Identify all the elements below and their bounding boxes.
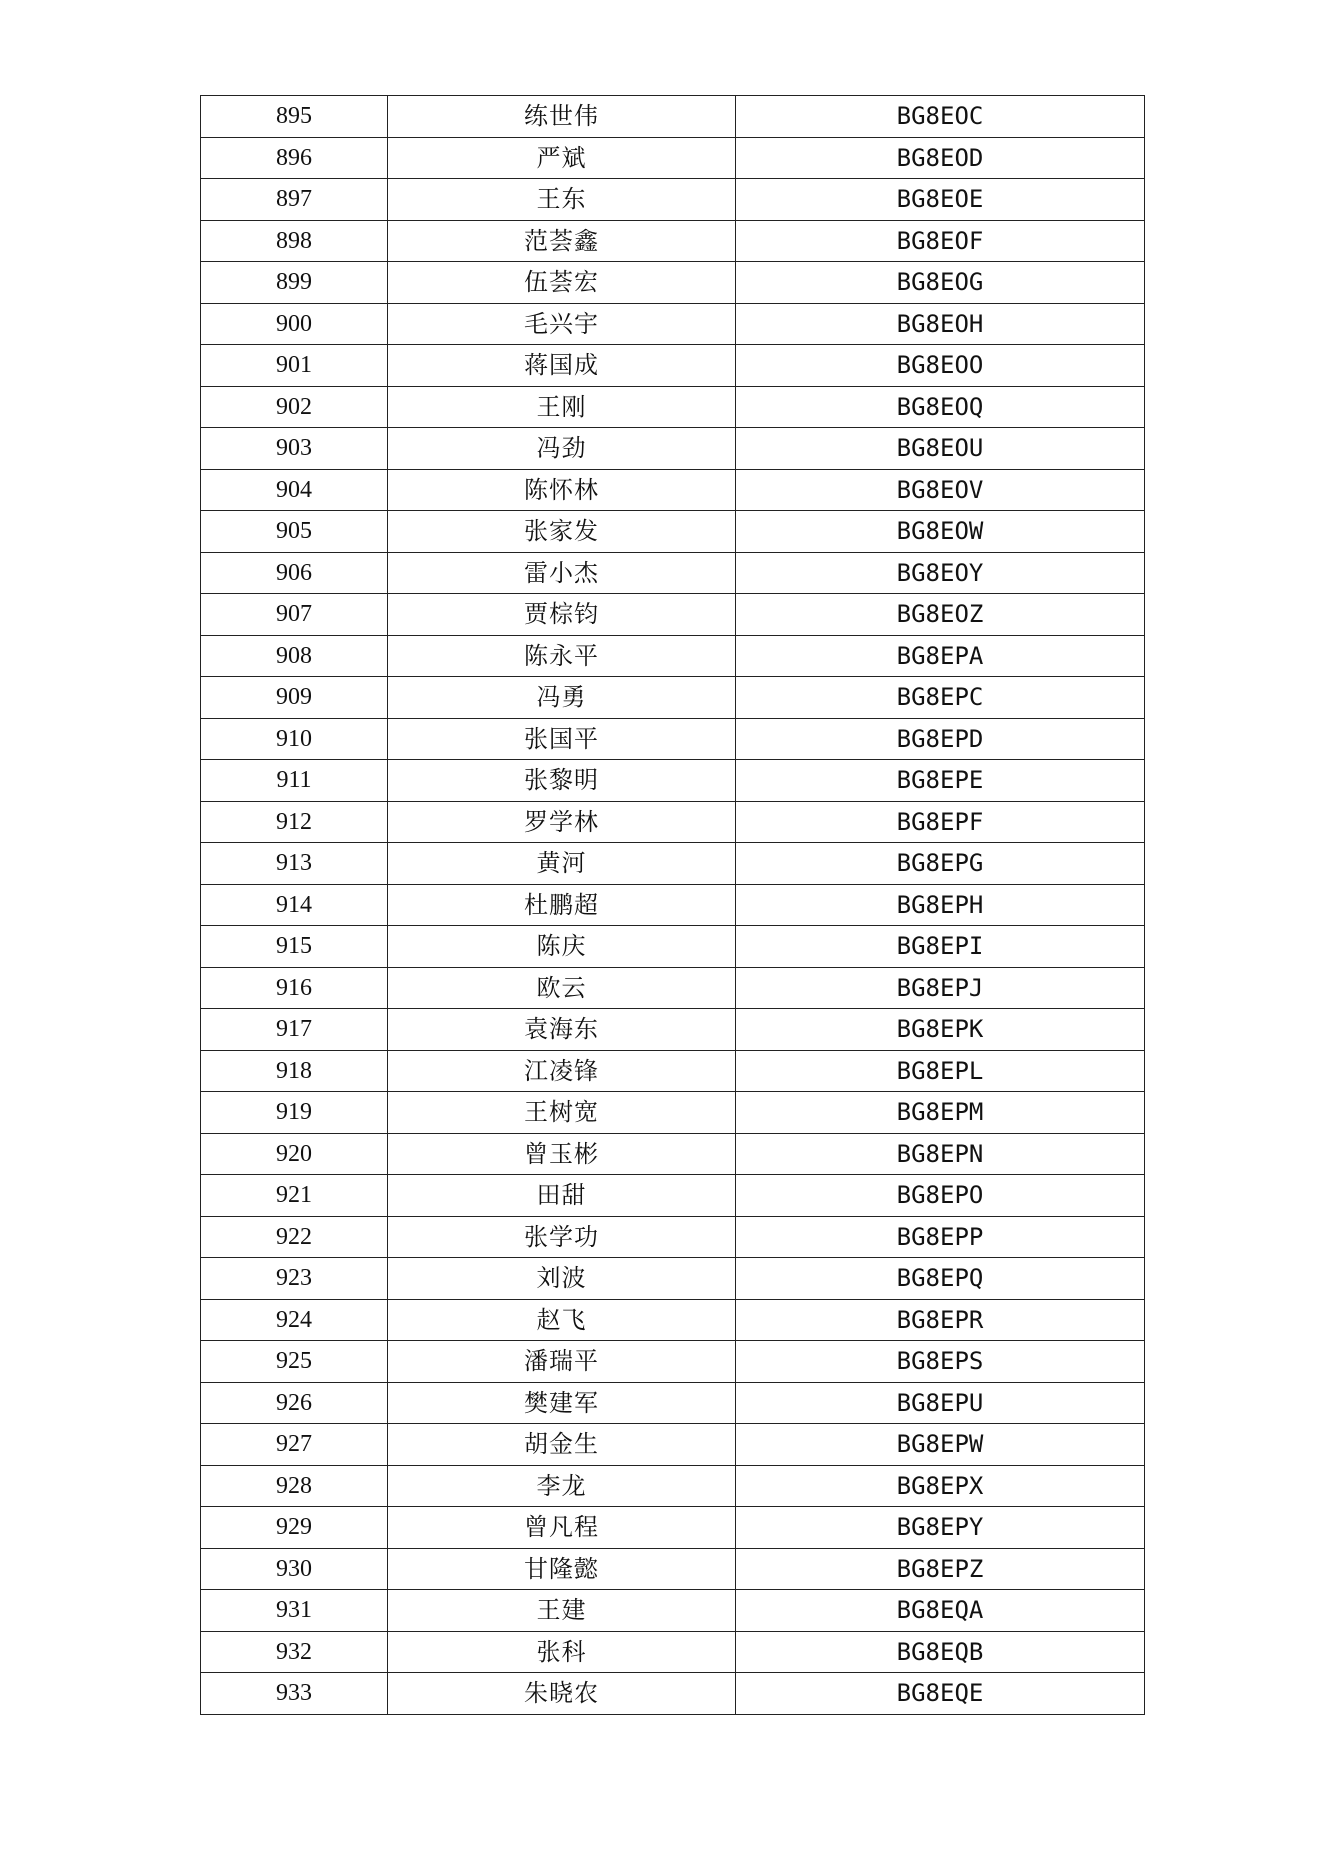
callsign: BG8EPZ [736, 1548, 1145, 1590]
table-row [201, 179, 1145, 221]
row-number: 905 [201, 511, 388, 553]
table-row [201, 884, 1145, 926]
row-number: 895 [201, 96, 388, 138]
row-number: 898 [201, 220, 388, 262]
callsign: BG8EPG [736, 843, 1145, 885]
member-name: 黄河 [388, 843, 736, 885]
row-number: 901 [201, 345, 388, 387]
callsign-table [200, 95, 1145, 1715]
callsign: BG8EPJ [736, 967, 1145, 1009]
member-name: 欧云 [388, 967, 736, 1009]
callsign: BG8EOU [736, 428, 1145, 470]
table-row [201, 1133, 1145, 1175]
row-number: 931 [201, 1590, 388, 1632]
callsign: BG8EPC [736, 677, 1145, 719]
row-number: 922 [201, 1216, 388, 1258]
table-row [201, 843, 1145, 885]
member-name: 练世伟 [388, 96, 736, 138]
table-row [201, 967, 1145, 1009]
member-name: 冯劲 [388, 428, 736, 470]
callsign: BG8EPE [736, 760, 1145, 802]
member-name: 江凌锋 [388, 1050, 736, 1092]
callsign: BG8EPQ [736, 1258, 1145, 1300]
callsign: BG8EOZ [736, 594, 1145, 636]
row-number: 932 [201, 1631, 388, 1673]
callsign: BG8EOD [736, 137, 1145, 179]
table-row [201, 1465, 1145, 1507]
member-name: 陈怀林 [388, 469, 736, 511]
row-number: 897 [201, 179, 388, 221]
row-number: 899 [201, 262, 388, 304]
member-name: 曾玉彬 [388, 1133, 736, 1175]
table-row [201, 428, 1145, 470]
callsign: BG8EPS [736, 1341, 1145, 1383]
table-row [201, 594, 1145, 636]
member-name: 赵飞 [388, 1299, 736, 1341]
member-name: 王建 [388, 1590, 736, 1632]
member-name: 冯勇 [388, 677, 736, 719]
callsign: BG8EOG [736, 262, 1145, 304]
member-name: 张国平 [388, 718, 736, 760]
row-number: 906 [201, 552, 388, 594]
member-name: 张黎明 [388, 760, 736, 802]
table-row [201, 1424, 1145, 1466]
callsign: BG8EPF [736, 801, 1145, 843]
table-row [201, 926, 1145, 968]
table-row [201, 220, 1145, 262]
table-row [201, 718, 1145, 760]
callsign: BG8EPO [736, 1175, 1145, 1217]
table-row [201, 552, 1145, 594]
member-name: 张学功 [388, 1216, 736, 1258]
callsign: BG8EPK [736, 1009, 1145, 1051]
member-name: 曾凡程 [388, 1507, 736, 1549]
table-row [201, 137, 1145, 179]
table-row [201, 1092, 1145, 1134]
row-number: 908 [201, 635, 388, 677]
member-name: 王刚 [388, 386, 736, 428]
callsign: BG8EPU [736, 1382, 1145, 1424]
member-name: 刘波 [388, 1258, 736, 1300]
member-name: 范荟鑫 [388, 220, 736, 262]
table-row [201, 1507, 1145, 1549]
table-row [201, 635, 1145, 677]
row-number: 907 [201, 594, 388, 636]
table-row [201, 1382, 1145, 1424]
member-name: 张科 [388, 1631, 736, 1673]
table-row [201, 1590, 1145, 1632]
callsign: BG8EPX [736, 1465, 1145, 1507]
callsign: BG8EOO [736, 345, 1145, 387]
callsign: BG8EPH [736, 884, 1145, 926]
table-row [201, 511, 1145, 553]
member-name: 王树宽 [388, 1092, 736, 1134]
callsign: BG8EPD [736, 718, 1145, 760]
table-row [201, 760, 1145, 802]
row-number: 913 [201, 843, 388, 885]
callsign: BG8EPL [736, 1050, 1145, 1092]
member-name: 袁海东 [388, 1009, 736, 1051]
row-number: 928 [201, 1465, 388, 1507]
member-name: 甘隆懿 [388, 1548, 736, 1590]
row-number: 916 [201, 967, 388, 1009]
member-name: 严斌 [388, 137, 736, 179]
row-number: 923 [201, 1258, 388, 1300]
table-row [201, 1216, 1145, 1258]
row-number: 900 [201, 303, 388, 345]
row-number: 921 [201, 1175, 388, 1217]
member-name: 罗学林 [388, 801, 736, 843]
callsign: BG8EOH [736, 303, 1145, 345]
table-row [201, 1548, 1145, 1590]
table-row [201, 1050, 1145, 1092]
member-name: 贾棕钧 [388, 594, 736, 636]
table-row [201, 386, 1145, 428]
row-number: 911 [201, 760, 388, 802]
row-number: 914 [201, 884, 388, 926]
callsign: BG8EOY [736, 552, 1145, 594]
row-number: 904 [201, 469, 388, 511]
table-row [201, 1299, 1145, 1341]
table-row [201, 262, 1145, 304]
member-name: 李龙 [388, 1465, 736, 1507]
callsign: BG8EOF [736, 220, 1145, 262]
table-row [201, 303, 1145, 345]
callsign: BG8EQA [736, 1590, 1145, 1632]
table-row [201, 469, 1145, 511]
row-number: 902 [201, 386, 388, 428]
table-row [201, 1341, 1145, 1383]
member-name: 张家发 [388, 511, 736, 553]
callsign: BG8EPP [736, 1216, 1145, 1258]
callsign: BG8EPW [736, 1424, 1145, 1466]
member-name: 杜鹏超 [388, 884, 736, 926]
table-row [201, 1258, 1145, 1300]
member-name: 蒋国成 [388, 345, 736, 387]
member-name: 毛兴宇 [388, 303, 736, 345]
callsign: BG8EPI [736, 926, 1145, 968]
row-number: 910 [201, 718, 388, 760]
callsign: BG8EOC [736, 96, 1145, 138]
row-number: 915 [201, 926, 388, 968]
callsign: BG8EQB [736, 1631, 1145, 1673]
row-number: 917 [201, 1009, 388, 1051]
member-name: 王东 [388, 179, 736, 221]
callsign: BG8EOV [736, 469, 1145, 511]
table-row [201, 677, 1145, 719]
row-number: 909 [201, 677, 388, 719]
member-name: 伍荟宏 [388, 262, 736, 304]
callsign: BG8EPY [736, 1507, 1145, 1549]
callsign: BG8EOQ [736, 386, 1145, 428]
row-number: 924 [201, 1299, 388, 1341]
row-number: 918 [201, 1050, 388, 1092]
table-row [201, 1175, 1145, 1217]
callsign-table-body [201, 96, 1145, 1715]
callsign: BG8EPM [736, 1092, 1145, 1134]
row-number: 903 [201, 428, 388, 470]
row-number: 929 [201, 1507, 388, 1549]
row-number: 896 [201, 137, 388, 179]
row-number: 925 [201, 1341, 388, 1383]
callsign: BG8EQE [736, 1673, 1145, 1715]
callsign: BG8EPR [736, 1299, 1145, 1341]
callsign: BG8EPA [736, 635, 1145, 677]
row-number: 930 [201, 1548, 388, 1590]
table-row [201, 96, 1145, 138]
table-row [201, 345, 1145, 387]
member-name: 雷小杰 [388, 552, 736, 594]
callsign: BG8EOW [736, 511, 1145, 553]
member-name: 朱晓农 [388, 1673, 736, 1715]
row-number: 919 [201, 1092, 388, 1134]
callsign: BG8EOE [736, 179, 1145, 221]
row-number: 912 [201, 801, 388, 843]
row-number: 920 [201, 1133, 388, 1175]
table-row [201, 1631, 1145, 1673]
member-name: 樊建军 [388, 1382, 736, 1424]
member-name: 潘瑞平 [388, 1341, 736, 1383]
row-number: 933 [201, 1673, 388, 1715]
callsign: BG8EPN [736, 1133, 1145, 1175]
table-row [201, 1009, 1145, 1051]
member-name: 胡金生 [388, 1424, 736, 1466]
row-number: 926 [201, 1382, 388, 1424]
member-name: 陈永平 [388, 635, 736, 677]
row-number: 927 [201, 1424, 388, 1466]
member-name: 陈庆 [388, 926, 736, 968]
table-row [201, 801, 1145, 843]
member-name: 田甜 [388, 1175, 736, 1217]
table-row [201, 1673, 1145, 1715]
